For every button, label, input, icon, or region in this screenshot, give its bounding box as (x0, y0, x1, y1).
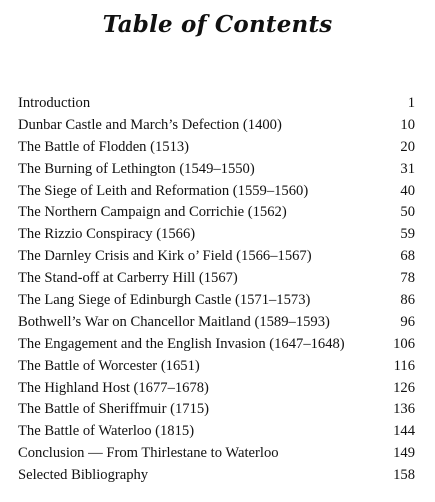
toc-entry-page: 31 (400, 160, 415, 177)
toc-entry[interactable] (18, 181, 415, 203)
toc-entry[interactable] (18, 421, 415, 443)
toc-entry-page: 68 (400, 248, 415, 265)
toc-entry[interactable] (18, 115, 415, 137)
toc-entry-page: 144 (393, 423, 415, 440)
toc-entry-page: 50 (400, 204, 415, 221)
toc-entry-page: 96 (400, 313, 415, 330)
toc-entry[interactable] (18, 137, 415, 159)
toc-entry-page: 116 (393, 357, 415, 374)
toc-list (18, 93, 415, 487)
toc-entry-label: The Rizzio Conspiracy (1566) (18, 226, 196, 243)
toc-entry-page: 149 (393, 445, 415, 462)
toc-entry-page: 59 (400, 226, 415, 243)
toc-entry-label: The Burning of Lethington (1549–1550) (18, 160, 255, 177)
toc-entry-page: 78 (400, 270, 415, 287)
toc-entry-page: 126 (393, 379, 415, 396)
toc-entry-label: The Highland Host (1677–1678) (18, 379, 209, 396)
toc-entry-label: Dunbar Castle and March’s Defection (1400) (18, 116, 282, 133)
toc-entry-label: Selected Bibliography (18, 467, 149, 484)
toc-entry-page: 1 (407, 95, 415, 111)
toc-entry-page: 136 (393, 401, 415, 418)
toc-entry[interactable] (18, 334, 415, 356)
toc-entry[interactable] (18, 268, 415, 290)
toc-entry[interactable] (18, 290, 415, 312)
toc-entry[interactable] (18, 224, 415, 246)
toc-entry[interactable] (18, 312, 415, 334)
toc-entry-page: 40 (400, 182, 415, 199)
toc-entry[interactable] (18, 159, 415, 181)
toc-entry-label: Introduction (18, 95, 91, 111)
toc-entry[interactable] (18, 378, 415, 400)
toc-entry[interactable] (18, 465, 415, 487)
toc-entry-label: Bothwell’s War on Chancellor Maitland (1589–1593) (18, 313, 330, 330)
toc-entry-label: The Battle of Flodden (1513) (18, 138, 190, 155)
toc-entry[interactable] (18, 399, 415, 421)
toc-entry-page: 10 (400, 116, 415, 133)
toc-title: Table of Contents (102, 11, 333, 38)
toc-entry-label: The Engagement and the English Invasion (1647–1648) (18, 335, 345, 352)
toc-entry-label: The Lang Siege of Edinburgh Castle (1571–1573) (18, 292, 311, 309)
toc-entry-label: The Stand-off at Carberry Hill (1567) (18, 270, 238, 287)
toc-entry[interactable] (18, 93, 415, 115)
toc-entry-label: The Battle of Sheriffmuir (1715) (18, 401, 210, 418)
toc-entry-label: Conclusion — From Thirlestane to Waterloo (18, 445, 279, 462)
toc-entry-page: 20 (400, 138, 415, 155)
toc-entry-page: 106 (393, 335, 415, 352)
toc-entry[interactable] (18, 356, 415, 378)
toc-entry-page: 158 (393, 467, 415, 484)
toc-entry-label: The Battle of Waterloo (1815) (18, 423, 195, 440)
toc-entry-label: The Battle of Worcester (1651) (18, 357, 200, 374)
toc-entry[interactable] (18, 246, 415, 268)
toc-entry-label: The Northern Campaign and Corrichie (1562) (18, 204, 287, 221)
toc-entry-label: The Darnley Crisis and Kirk o’ Field (1566–1567) (18, 248, 312, 265)
toc-entry[interactable] (18, 202, 415, 224)
toc-entry-label: The Siege of Leith and Reformation (1559–1560) (18, 182, 309, 199)
toc-entry-page: 86 (400, 292, 415, 309)
toc-entry[interactable] (18, 443, 415, 465)
